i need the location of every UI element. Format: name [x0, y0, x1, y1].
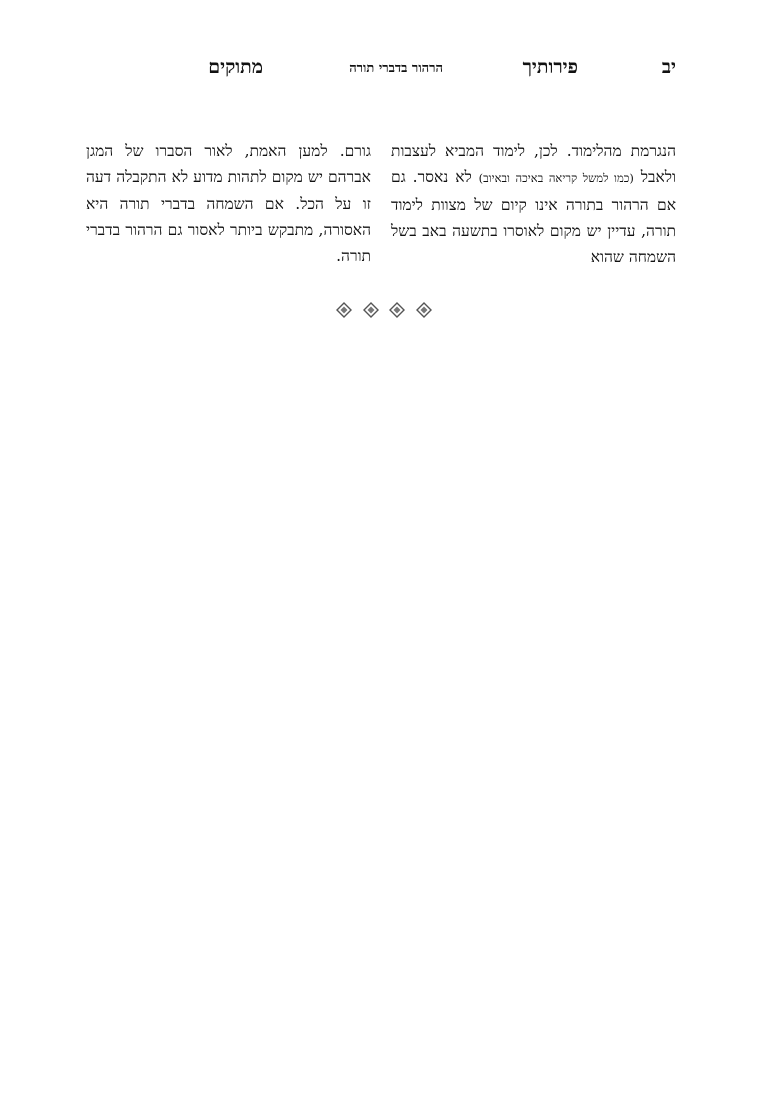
- chapter-title: הרהור בדברי תורה: [349, 61, 443, 76]
- paragraph-text-start: הנגרמת מהלימוד. לכן, לימוד המביא לעצבות ולאבל: [391, 142, 676, 187]
- paragraph-text-end: לא נאסר. גם אם הרהור בתורה אינו קיום של מצוות לימוד תורה, עדיין יש מקום לאוסרו בתשעה באב בשל השמחה שהוא: [391, 168, 676, 267]
- text-column-left: [86, 138, 371, 269]
- diamond-ornament-icon: [416, 302, 432, 318]
- diamond-ornament-icon: [336, 302, 352, 318]
- section-divider: [336, 300, 432, 320]
- book-title: פירותיך: [522, 56, 578, 78]
- diamond-ornament-icon: [389, 302, 405, 318]
- page-number: יב: [661, 56, 676, 78]
- paragraph: [391, 138, 676, 270]
- parenthetical-note: (כמו למשל קריאה באיכה ובאיוב): [478, 171, 634, 186]
- text-column-right: [391, 138, 676, 270]
- diamond-ornament-icon: [363, 302, 379, 318]
- page-header: [0, 56, 768, 86]
- section-title: מתוקים: [208, 56, 263, 78]
- paragraph-continued: גורם. למען האמת, לאור הסברו של המגן אברהם יש מקום לתהות מדוע לא התקבלה דעה זו על הכל. אם השמחה בדברי תורה היא האסורה, מתבקש ביותר לאסור גם הרהור בדברי תורה.: [86, 142, 371, 266]
